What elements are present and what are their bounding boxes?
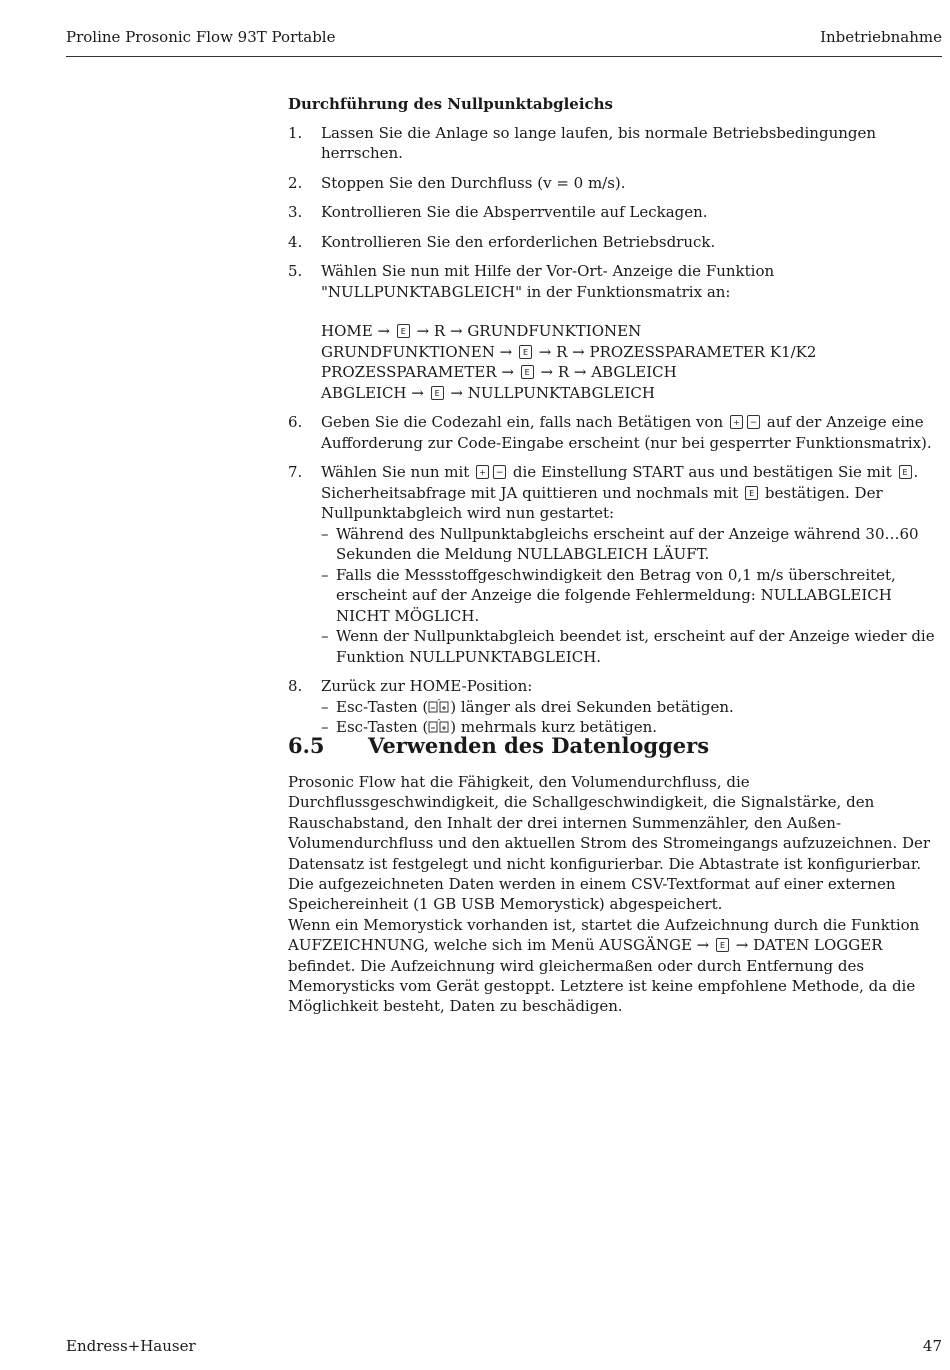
step-number: 2. [288, 173, 303, 192]
menu-path [321, 321, 942, 403]
paragraph: Wenn ein Memorystick vorhanden ist, startet die Aufzeichnung durch die Funktion AUFZEICHNUNG, welche sich im Menü AUSGÄNGE → E → DATEN LOGGER befindet. Die Aufzeichnung wird gleichermaßen oder durch Entfernung des Memorysticks vom Gerät gestoppt. Letztere ist keine empfohlene Methode, da die Möglichkeit besteht, Daten zu beschädigen. [288, 915, 920, 1016]
procedure-steps [288, 123, 942, 738]
footer-brand: Endress+Hauser [66, 1337, 196, 1355]
paragraph: Prosonic Flow hat die Fähigkeit, den Volumendurchfluss, die Durchflussgeschwindigkeit, die Schallgeschwindigkeit, die Signalstärke, den Rauschabstand, den Inhalt der drei internen Summenzähler, den Außen-Volumendurchfluss und den aktuellen Strom des Stromeingangs aufzuzeichnen. Der Datensatz ist festgelegt und nicht konfigurierbar. Die Abtastrate ist konfigurierbar. Die aufgezeichneten Daten werden in einem CSV-Textformat auf einer externen Speichereinheit (1 GB USB Memorystick) abgespeichert. [288, 773, 931, 914]
page-header [66, 28, 942, 57]
header-chapter-title: Inbetriebnahme [820, 28, 942, 46]
step-number: 6. [288, 413, 303, 431]
step-number: 7. [288, 463, 303, 481]
step-number: 4. [288, 232, 303, 251]
note-item: – Während des Nullpunktabgleichs erscheint auf der Anzeige während 30…60 Sekunden die Meldung NULLABGLEICH LÄUFT. [321, 524, 919, 563]
step-1 [288, 123, 942, 164]
section-title: Verwenden des Datenloggers [368, 733, 710, 758]
svg-text:^: ^ [437, 719, 442, 725]
step-6: 6. Geben Sie die Codezahl ein, falls nach Betätigen von + − auf der Anzeige eine Aufforderung zur Code-Eingabe erscheint (nur bei gesperrter Funktionsmatrix). [288, 413, 932, 452]
procedure-block [288, 94, 942, 747]
svg-text:^: ^ [437, 698, 442, 705]
step-number: 1. [288, 123, 303, 142]
section-number: 6.5 [288, 733, 325, 758]
page-number: 47 [922, 1337, 942, 1355]
note-item: – Esc-Tasten ( ^ ) länger als drei Sekunden betätigen. [321, 697, 734, 716]
section-heading [288, 733, 709, 758]
plus-key-icon: + [730, 415, 743, 429]
enter-key-icon: E [899, 465, 912, 479]
minus-key-icon: − [747, 415, 760, 429]
step-text: Kontrollieren Sie den erforderlichen Betriebsdruck. [321, 232, 716, 251]
note-item: – Falls die Messstoffgeschwindigkeit den Betrag von 0,1 m/s überschreitet, erscheint auf der Anzeige die folgende Fehlermeldung: NULLABGLEICH NICHT MÖGLICH. [321, 565, 896, 625]
enter-key-icon: E [519, 345, 532, 359]
enter-key-icon: E [745, 486, 758, 500]
step-8-notes [321, 697, 942, 738]
enter-key-icon: E [521, 365, 534, 379]
enter-key-icon: E [397, 324, 410, 338]
enter-key-icon: E [431, 386, 444, 400]
plus-key-icon: + [476, 465, 489, 479]
step-text: Kontrollieren Sie die Absperrventile auf Leckagen. [321, 203, 708, 221]
step-3 [288, 202, 942, 223]
note-item: – Wenn der Nullpunktabgleich beendet ist, erscheint auf der Anzeige wieder die Funktion NULLPUNKTABGLEICH. [321, 627, 935, 666]
step-5 [288, 261, 942, 403]
menu-path-line: GRUNDFUNKTIONEN → E → R → PROZESSPARAMETER K1/K2 [321, 342, 817, 361]
step-text: Wählen Sie nun mit Hilfe der Vor-Ort- Anzeige die Funktion "NULLPUNKTABGLEICH" in der Funktionsmatrix an: [321, 262, 775, 301]
esc-keys-icon [428, 719, 450, 733]
step-number: 3. [288, 203, 303, 221]
step-text: Stoppen Sie den Durchfluss (v = 0 m/s). [321, 173, 626, 192]
step-7: 7. Wählen Sie nun mit + − die Einstellung START aus und bestätigen Sie mit E . Sicherheitsabfrage mit JA quittieren und nochmals mit E bestätigen. Der Nullpunktabgleich wird nun gestartet: – Während des Nullpunktabgleichs erscheint auf der Anzeige während 30…60 Sekunden die Meldung NULLABGLEICH LÄUFT. – Falls die Messstoffgeschwindigkeit den Betrag von 0,1 m/s überschreitet, erscheint auf der Anzeige die folgende Fehlermeldung: NULLABGLEICH NICHT MÖGLICH. – Wenn der Nullpunktabgleich beendet ist, erscheint auf der Anzeige wieder die Funktion NULLPUNKTABGLEICH. [288, 462, 942, 667]
step-8: 8. Zurück zur HOME-Position: – Esc-Tasten ( ^ ) länger als drei Sekunden betätigen. – Esc-Tasten ( ^ ) mehrmals kurz betätigen. [288, 676, 942, 738]
minus-key-icon: − [493, 465, 506, 479]
step-text: Lassen Sie die Anlage so lange laufen, bis normale Betriebsbedingungen herrschen. [321, 123, 877, 162]
step-2 [288, 173, 942, 194]
esc-keys-icon [428, 699, 450, 713]
note-item: – Esc-Tasten ( ^ ) mehrmals kurz betätigen. [321, 718, 658, 736]
step-7-notes [321, 524, 942, 668]
step-number: 5. [288, 262, 303, 280]
menu-path-line: PROZESSPARAMETER → E → R → ABGLEICH [321, 363, 677, 381]
header-product-title: Proline Prosonic Flow 93T Portable [66, 28, 336, 46]
menu-path-line: HOME → E → R → GRUNDFUNKTIONEN [321, 322, 642, 340]
menu-path-line: ABGLEICH → E → NULLPUNKTABGLEICH [321, 383, 655, 402]
enter-key-icon: E [716, 938, 729, 952]
procedure-heading: Durchführung des Nullpunktabgleichs [288, 95, 613, 113]
step-number: 8. [288, 677, 303, 695]
step-4 [288, 232, 942, 253]
section-body [288, 772, 942, 1017]
